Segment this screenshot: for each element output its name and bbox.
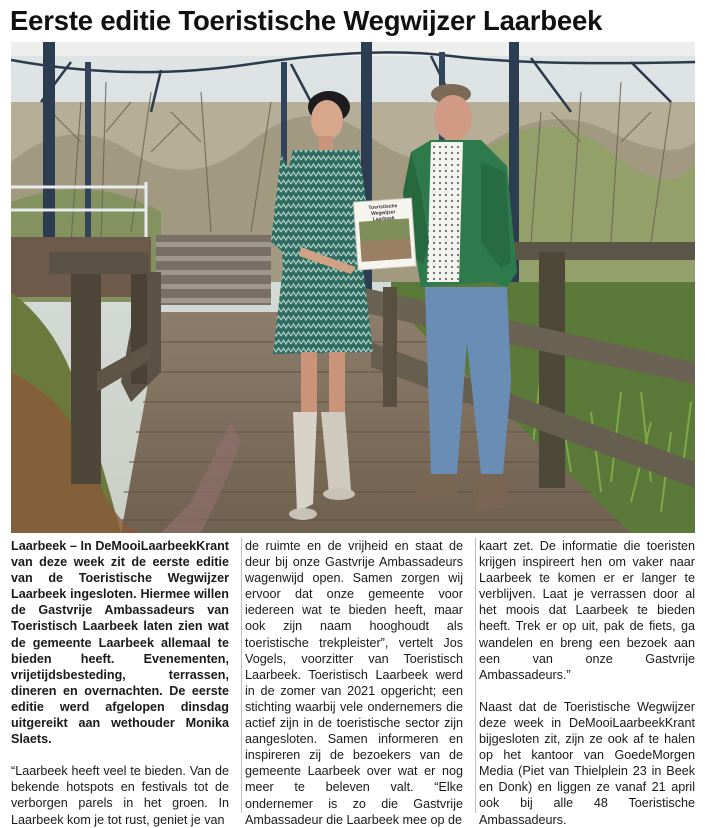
body-paragraph: Naast dat de Toeristische Wegwijzer deze week in DeMooiLaarbeekKrant bijgesloten zit, zijn ze ook af te halen op het kantoor van GoedeMorgen Media (Piet van Thielplein 23 in Beek en Donk) en liggen ze vanaf 21 april ook bij alle 48 Toeristische Ambassadeurs. — [479, 699, 695, 827]
column-1 — [11, 538, 229, 828]
brochure — [353, 198, 416, 270]
lead-paragraph: Laarbeek – In DeMooiLaarbeekKrant van deze week zit de eerste editie van de Toeristische Wegwijzer Laarbeek ingesloten. Hiermee willen de Gastvrije Ambassadeurs van Toeristisch Laarbeek laten zien wat de gemeente Laarbeek allemaal te bieden heeft. Evenementen, vrijetijdsbesteding, terrassen, dineren en overnachten. De eerste editie werd afgelopen dinsdag uitgereikt aan wethouder Monika Slaets. — [11, 539, 229, 747]
article-photo — [11, 42, 695, 533]
body-paragraph: “Laarbeek heeft veel te bieden. Van de bekende hotspots en festivals tot de verborgen parels in het groen. In Laarbeek kom je tot rust, geniet je van — [11, 764, 229, 827]
svg-text:Toeristische: Toeristische — [368, 203, 398, 212]
svg-text:Wegwijzer: Wegwijzer — [370, 209, 396, 217]
headline: Eerste editie Toeristische Wegwijzer Laarbeek — [10, 5, 603, 36]
column-3 — [479, 538, 695, 828]
article-columns — [11, 538, 695, 827]
body-paragraph: kaart zet. De informatie die toeristen krijgen inspireert hen om vaker naar Laarbeek te komen er er langer te verblijven. Laat je verrassen door al het moois dat Laarbeek te bieden heeft. Trek er op uit, pak de fiets, ga wandelen en breng een bezoek aan een van onze Gastvrije Ambassadeurs.” — [479, 539, 695, 682]
column-2 — [245, 538, 463, 828]
body-paragraph: de ruimte en de vrijheid en staat de deur bij onze Gastvrije Ambassadeurs wagenwijd open. Samen zorgen wij ervoor dat onze gemeente voor iedereen wat te bieden heeft, maar ook zijn naam hooghoudt als toeristische trekpleister”, vertelt Jos Vogels, voorzitter van Toeristisch Laarbeek. Toeristisch Laarbeek werd in de zomer van 2021 opgericht; een stichting waarbij vele ondernemers die actief zijn in de toeristische sector zijn aangesloten. Samen informeren en inspireren zij de bezoekers van de gemeente Laarbeek over wat er nog meer te beleven valt. “Elke ondernemer is zo die Gastvrije Ambassadeur die Laarbeek mee op de — [245, 539, 463, 827]
stairs — [156, 235, 271, 305]
svg-text:Laarbeek: Laarbeek — [372, 215, 395, 223]
